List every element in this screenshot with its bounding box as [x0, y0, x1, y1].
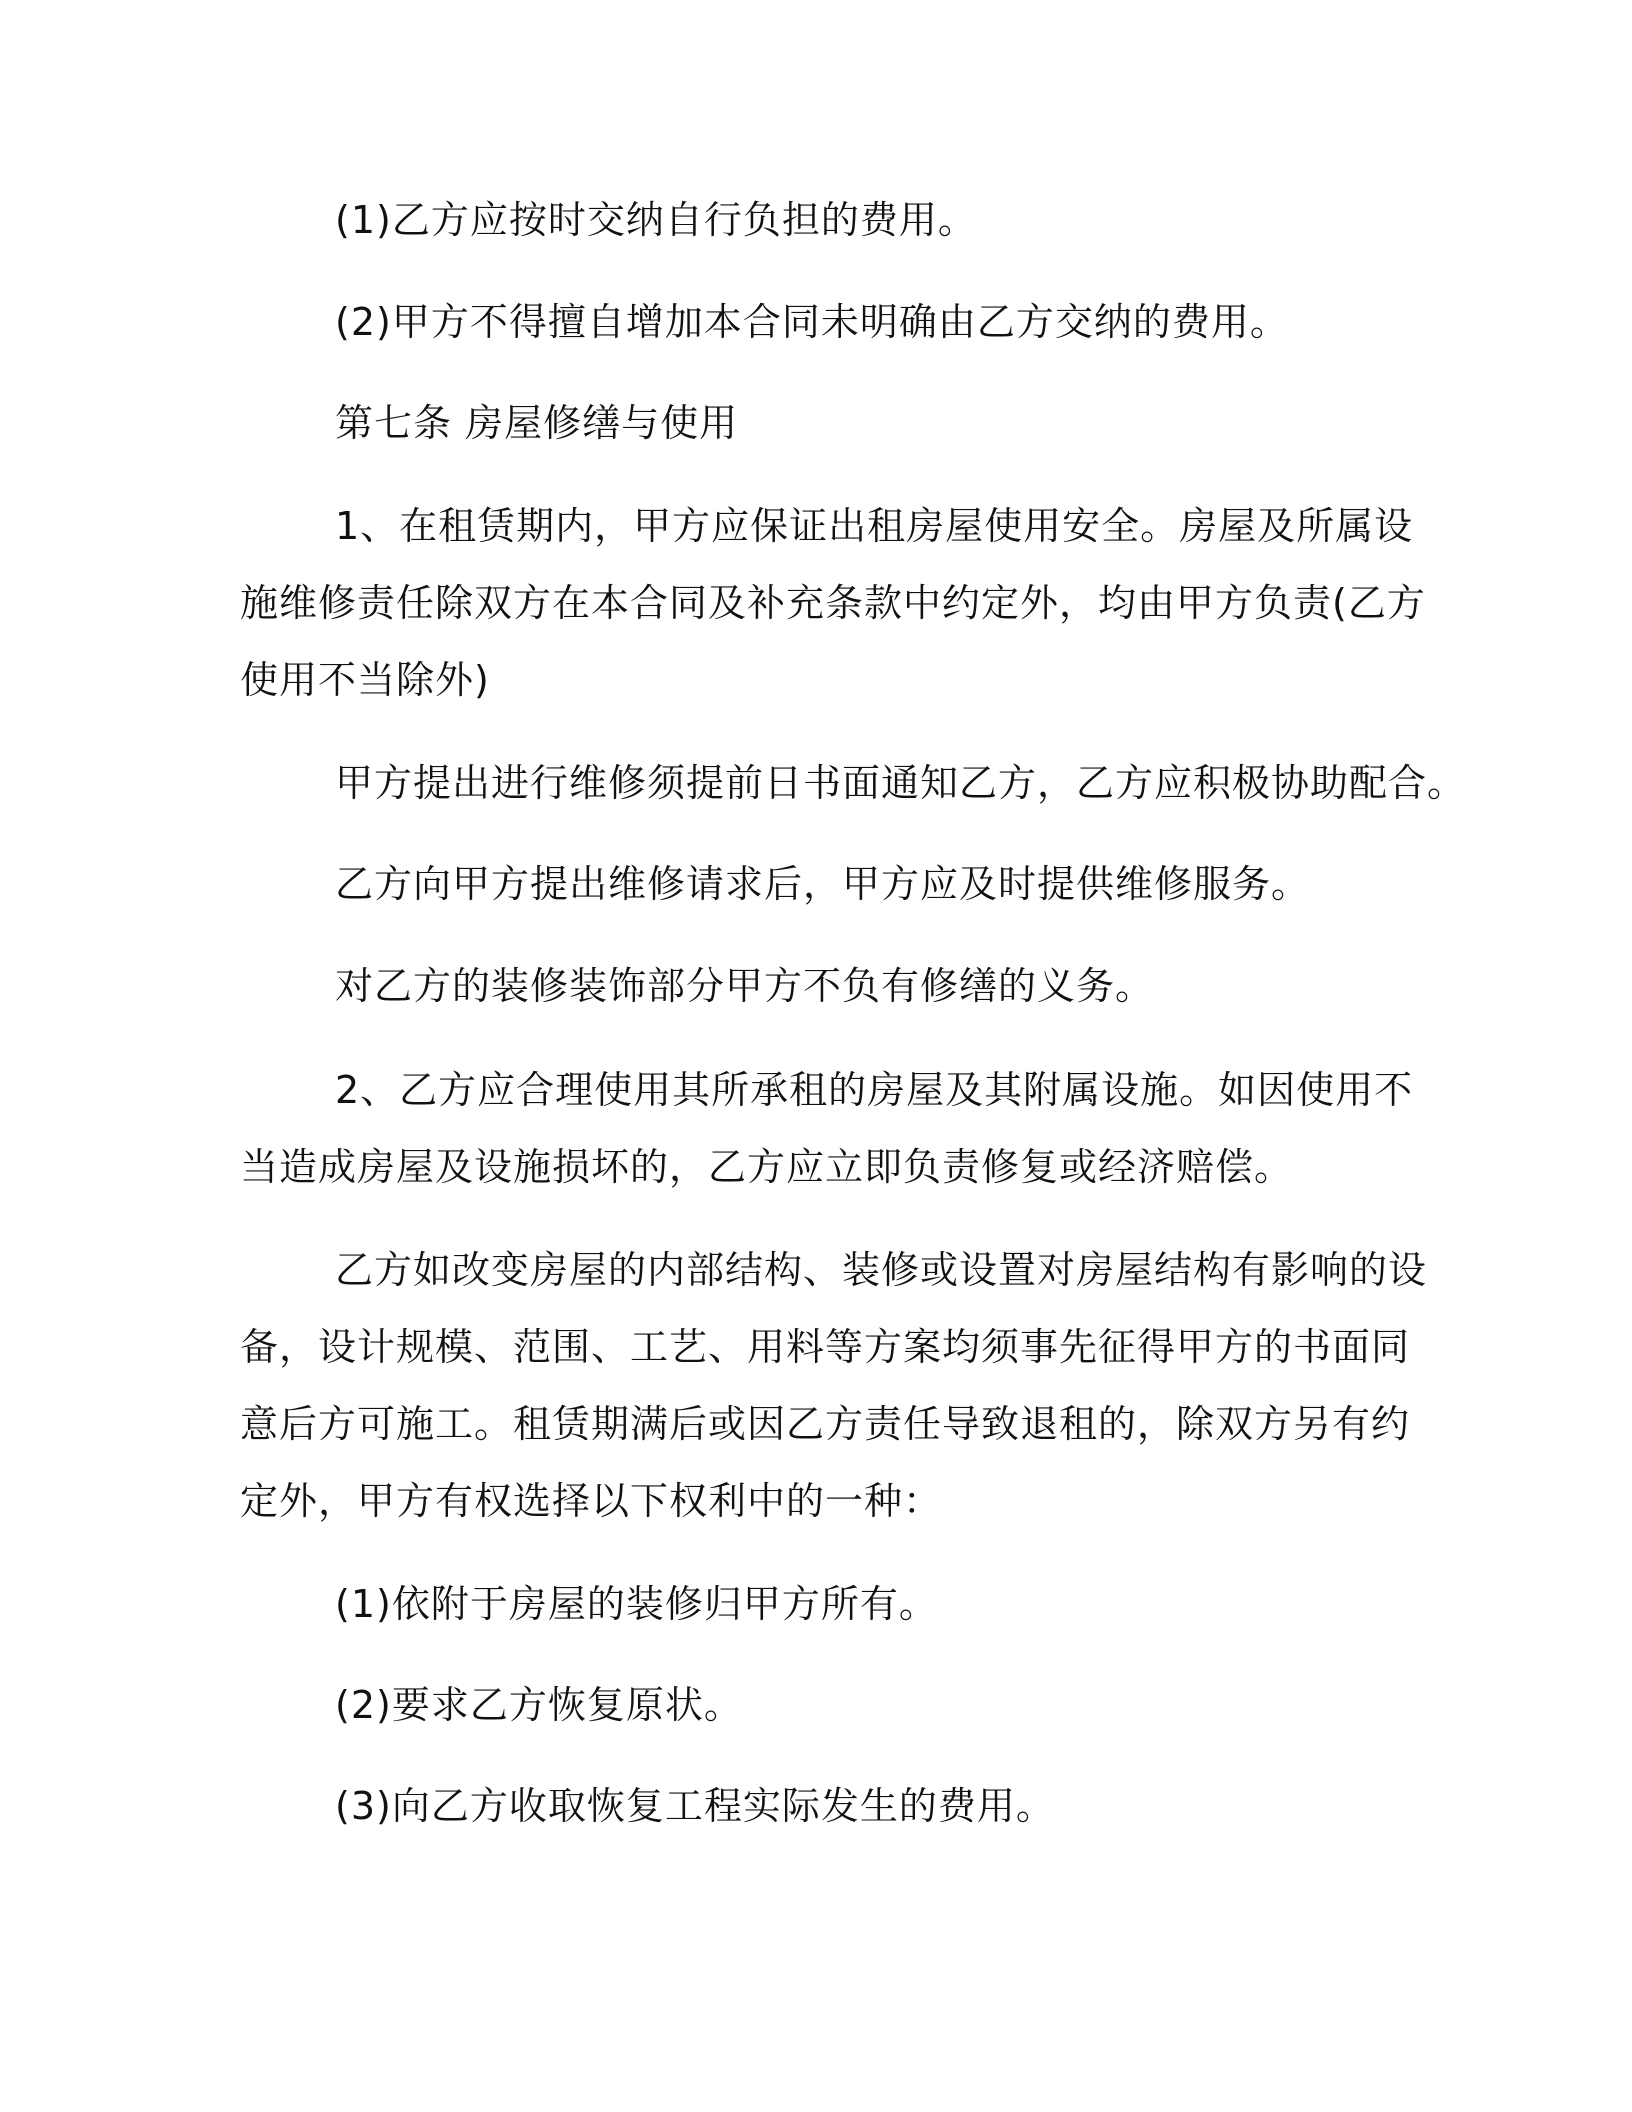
paragraph-line: 当造成房屋及设施损坏的，乙方应立即负责修复或经济赔偿。 [240, 1145, 1294, 1189]
article-7-heading [240, 385, 1430, 462]
paragraph-fee-item-2 [240, 284, 1430, 361]
paragraph-line: 1、在租赁期内，甲方应保证出租房屋使用安全。房屋及所属设 [335, 504, 1414, 548]
paragraph-line: (2)要求乙方恢复原状。 [335, 1683, 743, 1727]
paragraph-line: 备，设计规模、范围、工艺、用料等方案均须事先征得甲方的书面同 [240, 1325, 1411, 1369]
paragraph-repair-request [240, 846, 1430, 923]
paragraph-line: (3)向乙方收取恢复工程实际发生的费用。 [335, 1784, 1055, 1828]
paragraph-line: 第七条 房屋修缮与使用 [335, 401, 739, 445]
paragraph-repair-clause-1 [240, 488, 1430, 719]
paragraph-line: 对乙方的装修装饰部分甲方不负有修缮的义务。 [335, 964, 1155, 1008]
paragraph-line: 定外，甲方有权选择以下权利中的一种： [240, 1479, 943, 1523]
paragraph-line: 使用不当除外) [240, 658, 490, 702]
paragraph-line: (1)依附于房屋的装修归甲方所有。 [335, 1582, 938, 1626]
paragraph-option-2 [240, 1667, 1430, 1744]
paragraph-line: 乙方向甲方提出维修请求后，甲方应及时提供维修服务。 [335, 862, 1311, 906]
paragraph-line: 2、乙方应合理使用其所承租的房屋及其附属设施。如因使用不 [335, 1068, 1414, 1112]
paragraph-line: 意后方可施工。租赁期满后或因乙方责任导致退租的，除双方另有约 [240, 1402, 1411, 1446]
paragraph-line: (1)乙方应按时交纳自行负担的费用。 [335, 198, 977, 242]
paragraph-line: 施维修责任除双方在本合同及补充条款中约定外，均由甲方负责(乙方 [240, 581, 1426, 625]
paragraph-use-clause-2 [240, 1052, 1430, 1206]
paragraph-structure-change [240, 1232, 1430, 1540]
paragraph-option-1 [240, 1566, 1430, 1643]
paragraph-line: (2)甲方不得擅自增加本合同未明确由乙方交纳的费用。 [335, 300, 1289, 344]
paragraph-repair-notice [240, 745, 1467, 822]
paragraph-decoration-exemption [240, 948, 1430, 1025]
paragraph-line: 甲方提出进行维修须提前日书面通知乙方，乙方应积极协助配合。 [335, 761, 1467, 805]
paragraph-line: 乙方如改变房屋的内部结构、装修或设置对房屋结构有影响的设 [335, 1248, 1428, 1292]
paragraph-fee-item-1 [240, 182, 1430, 259]
paragraph-option-3 [240, 1768, 1430, 1845]
